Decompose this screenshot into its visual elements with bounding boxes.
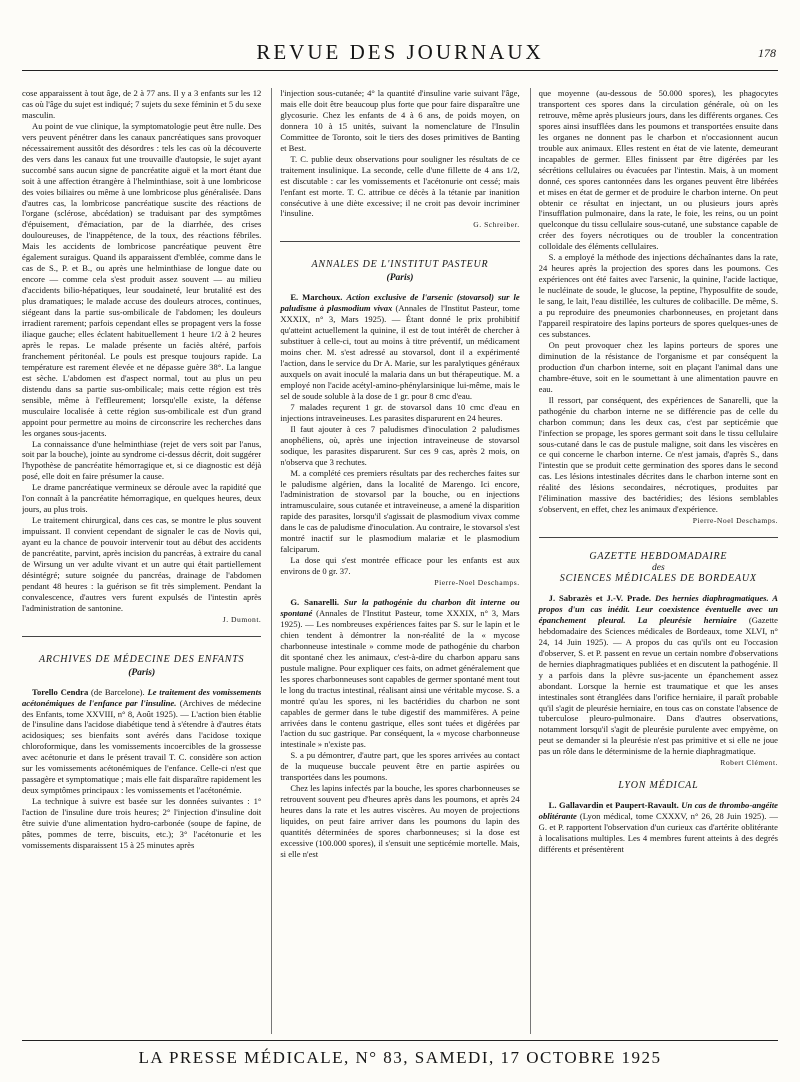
paragraph: M. a complété ces premiers résultats par des recherches faites sur le paludisme algérien, dans la localité de Marengo. Ici encore, l'administration de stovarsol par la bouche, ou en injections intramusculaire, sous cutanée et intraveineuse, a amené la disparition rapide des parasites, lorsqu'il s'agissait de plasmodium vivax comme dans le cas de paludisme d'inoculation. Au contraire, le stovarsol s'est montré inactif sur le plasmodium malariæ et le plasmodium falciparum.: [280, 467, 520, 555]
journal-title: REVUE DES JOURNAUX: [256, 40, 544, 64]
article-text: (Annales de l'Institut Pasteur, tome XXXIX, n° 3, Mars 1925). — Les nombreuses expériences faites par S. sur le lapin et le chien tendent à démontrer la non-réalité de la « mycose charbonneuse intestinale » comme mode de pathogénie du charbon dit spontané chez les animaux, c'est-à-dire du charbon apparu sans pustule maligne. Pour expliquer ces faits, on admet généralement que les spores charbonneuses sont capables de germer spontané ment tout le long du tractus intestinal, réalisant ainsi une véritable mycose. S. a montré qu'au les spores, ni les bactéridies du charbon ne sont capables de germer dans le tube digestif des mammifères. A peine arrivées dans le contenu gastrique, elles sont tuées et digérées par l'action du suc gastrique. Par conséquent, la « mycose charbonneuse intestinale » n'existe pas.: [280, 607, 520, 750]
article-author: G. Sanarelli.: [290, 597, 340, 608]
paragraph: T. C. publie deux observations pour souligner les résultats de ce traitement insulinique. La seconde, celle d'une fillette de 4 ans 1/2, est discutable : car les vomissements et l'acétonurie ont cessé; mais l'enfant est morte. T. C. attribue ce décès à la tétanie par inanition consécutive à une diète excessive; il ne croit pas devoir incriminer l'insuline.: [280, 153, 520, 219]
article-title: Sur la pathogénie du charbon dit interne ou spontané: [280, 597, 520, 618]
paragraph: S. a pu démontrer, d'autre part, que les spores arrivées au contact de la muqueuse buccale peuvent être en partie aspirées ou transportées dans les poumons.: [280, 750, 520, 783]
article-text: (Archives de médecine des Enfants, tome XXVIII, n° 8, Août 1925). — L'action bien établie de l'insuline dans l'acidose diabétique tend à s'étendre à d'autres états acidosiques; ses bienfaits sont avérés dans l'acidose toxique chloroformique, dans les vomissements incoercibles de la grossesse avec acétonurie et dans le présent travail T. C. considère son action sur les vomissements acétonémiques de l'enfance. Celle-ci n'est que passagère et symptomatique ; mais elle fait disparaître rapidement les deux symptômes principaux : les vomissements et l'acétonémie.: [22, 697, 262, 796]
article-entry: [280, 292, 519, 402]
section-title: ARCHIVES DE MÉDECINE DES ENFANTS: [38, 653, 245, 665]
paragraph: S. a employé la méthode des injections déchaînantes dans la rate, 24 heures après la projection des spores dans les poumons. Ces expériences ont été faites avec l'arsenic, la quinine, l'acide lactique, le nucléinate de soude, le glucose, la peptine, l'hyposulfite de soude, le sang, le lait, l'eau distillée, les cultures de colibacille. De même, S. a pu reproduire des pneumonies charbonneuses, en projetant dans l'appareil respiratoire des lapins porteurs de spores quelques-unes de ces substances.: [538, 252, 778, 339]
section-title: ANNALES DE L'INSTITUT PASTEUR: [311, 259, 489, 271]
paragraph: que moyenne (au-dessous de 50.000 spores), les phagocytes transportent ces spores dans la circulation générale, où on les retrouve, même après plusieurs jours, dans les différents organes. Ces spores ainsi insufflées dans les poumons et transportées ensuite dans les organes ne donnent pas le charbon et n'occasionnent aucun trouble aux animaux. Elles restent en état de vie latente, demeurant incapables de germer. Elles finissent par être digérées par les sécrétions cellulaires ou évacuées par l'intestin. Mais, à un moment donné, ces spores cantonnées dans les organes peuvent être libérées et mises en état de germer et de produire le charbon interne. On peut obtenir ce résultat en injectant, un ou plusieurs jours après l'insufflation pulmonaire, dans la rate, le foie, les reins, ou un point quelconque du tissu cellulaire sous-cutané, une substance capable de créer des foyers nécrotiques ou de troubler la concentration colloïdale des éléments cellulaires.: [538, 88, 778, 252]
paragraph: On peut provoquer chez les lapins porteurs de spores une diminution de la résistance de l'organisme et par conséquent la production d'un charbon interne, soit en plaçant l'animal dans une chambre-étuve, soit en le soumettant à une alimentation pauvre en eau.: [538, 339, 778, 394]
paragraph: La technique à suivre est basée sur les données suivantes : 1° l'action de l'insuline dure trois heures; 2° l'injection d'insuline doit être suivie d'une alimentation hydro-carbonée (soupe de fapine, de pâtes, pommes de terre, biscuits, etc.); 3° l'acétonurie et les vomissements disparaissent 15 à 25 minutes après: [22, 796, 262, 850]
paragraph: Il ressort, par conséquent, des expériences de Sanarelli, que la pathogénie du charbon interne ne se différencie pas de celle du charbon commun; dans les deux cas, c'est par septicémie que l'infection se propage, les spores germant soit dans le tissu cellulaire sous-cutané dans le cas de pustule maligne, soit dans les viscères en ce qui concerne le charbon interne. Ce n'est jamais, d'après S., dans l'intestin que se produit cette germination des spores dans le second cas. Les lésions intestinales décrites dans le charbon interne sont en réalité des lésions secondaires, nécrotiques, produites par l'élimination massive des bactéridies; des lésions semblables s'observent, en effet, chez les animaux d'expérience.: [538, 394, 778, 515]
paragraph: Chez les lapins infectés par la bouche, les spores charbonneuses se retrouvent souvent peu d'heures après dans les poumons, et après 24 heures dans la rate et les autres viscères. Au moyen de projections liquides, on peut faire arriver dans les poumons du lapin des quantités déterminées de spores charbonneuses; si la dose est excessive (100.000 spores), il s'ensuit une septicémie mortelle. Mais, si elle n'est: [280, 783, 520, 859]
article-author: L. Gallavardin et Paupert-Ravault.: [548, 800, 679, 811]
article-title: Le traitement des vomissements acétonémiques de l'enfance par l'insuline.: [22, 686, 262, 708]
paragraph: Au point de vue clinique, la symptomatologie peut être nulle. Des vers peuvent pénétrer dans les canaux pancréatiques sans provoquer nécessairement aussitôt des désordres : tels les cas où la découverte des vers dans les canaux fut une trouvaille d'autopsie, le sujet ayant succombé sans aucun signe de pancréatite aiguë et la mort étant due soit à une affection étrangère à l'helminthiase, soit à une lombricose des voies biliaires ou même à une lombricose plus généralisée. Dans d'autres cas, la lombricose pancréatique suscite des réactions de l'organe (sclérose, abcédation) se traduisant par des symptômes d'épuisement, d'émaciation, par de la diarrhée, des crises douloureuses, de l'inappétence, de la toux, des réactions fébriles. Mais les accidents de lombricose pancréatique peuvent être également suraigus. Quand ils apparaissent d'emblée, comme dans le cas de S., P. et B., ou après une helminthiase de longue date ou encore — comme cela s'est produit assez souvent — au milieu d'accidents bilio-hépatiques, leur soudaineté, leur brutalité est des plus dramatiques; le malade accuse des douleurs atroces, continues, siégeant dans la partie sus-ombilicale de l'abdomen; les douleurs irradient rarement; parfois cependant elles se propagent vers la fosse iliaque gauche; elles éclatent habituellement 1 heure 1/2 à 2 heures après le repas. Le malade présente un faciès altéré, parfois franchement péritonéal. Le pouls est presque toujours rapide. La température est rarement élevée et ne dépasse guère 38°. La langue est sèche. L'abdomen est d'aspect normal, tout au plus un peu distendu dans sa partie sus-ombilicale; mais cette région est très sensible, même à l'effleurement; lorsqu'elle existe, la défense musculaire localisée à cette région sus-ombilicale est d'un grand appoint pour permettre au moins de circonscrire les recherches dans les organes sous-jacents.: [22, 120, 262, 438]
column-3: [530, 88, 778, 1034]
paragraph: Le drame pancréatique vermineux se déroule avec la rapidité que l'on connaît à la pancréatite hémorragique, en quelques heures, deux jours, au plus trois.: [22, 482, 262, 515]
author-signature: G. Schreiber.: [473, 220, 520, 230]
article-text: (Annales de l'Institut Pasteur, tome XXXIX, n° 3, Mars 1925). — Étant donné le prix prohibitif qu'atteint actuellement la quinine, il est de tout intérêt de chercher à substituer à celle-ci, tout au moins à titre préventif, un médicament moins cher. M. s'est adressé au stovarsol, dont il a expérimenté l'action, dans le service du Dr A. Marie, sur les paralytiques généraux auxquels on avait inoculé la malaria dans un but thérapeutique. M. a employé non l'acide acétyl-amino-phénylarsinique lui-même, mais le sel de soude soluble à la dose de 1 gr. pour 8 cmc d'eau.: [280, 303, 520, 401]
article-text: (Gazette hebdomadaire des Sciences médicales de Bordeaux, tome XLVI, n° 24, 14 Juin 1925). — A propos du cas qu'ils ont eu l'occasion d'observer, S. et P. passent en revue un certain nombre d'observations de hernies diaphragmatiques publiées et en discutent la pathogénie. Il y a parfois dans la plèvre sus-jacente un épanchement assez abondant. Lorsque la hernie est traumatique et que les anses intestinales sont étranglées dans l'orifice herniaire, il paraît probable qu'il s'agit de pleurésie herniaire, en tous cas on constate l'absence de tuberculose pleuro-pulmonaire. Dans d'autres observations, notamment lorsqu'il s'agit de pleurésie purulente avec empyème, on peut se demander si la pleurésie n'est pas primitive et si elle ne joue pas un rôle dans le déterminisme de la hernie diaphragmatique.: [538, 614, 778, 757]
paragraph: Le traitement chirurgical, dans ces cas, se montre le plus souvent impuissant. Il convient cependant de signaler le cas de Novis qui, ayant eu la chance de pouvoir intervenir tout au début des accidents de pancréatite, parvint, après incision du pancréas, à extraire du canal de Wirsung un ver adulte vivant et un autre qui était partiellement désintégré; suture soignée du pancréas, drainage de l'abdomen pendant 48 heures : la guérison se fit très simplement. Pendant la convalescence, d'autres vers furent expulsés de l'intestin après l'administration de santonine.: [22, 515, 262, 613]
page-footer: [22, 1040, 778, 1071]
author-signature: Pierre-Noel Deschamps.: [692, 516, 778, 526]
paragraph: cose apparaissent à tout âge, de 2 à 77 ans. Il y a 3 enfants sur les 12 cas où l'âge du sujet est indiqué; 7 sujets du sexe féminin et 5 du sexe masculin.: [22, 88, 262, 120]
section-location: (Paris): [128, 667, 156, 678]
article-title: Un cas de thrombo-angéite oblitérante: [538, 800, 778, 822]
article-author: Torello Cendra: [32, 686, 89, 697]
section-divider: [539, 537, 778, 538]
article-text: (Lyon médical, tome CXXXV, n° 26, 28 Juin 1925). — G. et P. rapportent l'observation d'un curieux cas d'artérite oblitérante à localisations multiples. Les 4 membres furent atteints à des degrés différents et présentèrent: [538, 811, 778, 854]
column-2: [271, 88, 519, 1034]
author-signature: Robert Clément.: [720, 758, 778, 768]
article-entry: [280, 597, 519, 750]
paragraph: 7 malades reçurent 1 gr. de stovarsol dans 10 cmc d'eau en injections intraveineuses. Les parasites disparurent en 24 heures.: [280, 401, 520, 423]
section-divider: [22, 636, 261, 637]
author-note: (de Barcelone).: [88, 686, 148, 697]
section-connector: des: [651, 563, 665, 574]
page-number: 178: [758, 46, 776, 60]
article-entry: [539, 593, 778, 757]
article-title: Action exclusive de l'arsenic (stovarsol) sur le paludisme à plasmodium vivax: [280, 292, 520, 314]
article-entry: [22, 687, 261, 797]
issue-line: LA PRESSE MÉDICALE, N° 83, SAMEDI, 17 OCTOBRE 1925: [138, 1048, 662, 1067]
author-signature: J. Dumont.: [222, 614, 262, 624]
paragraph: Il faut ajouter à ces 7 paludismes d'inoculation 2 paludismes anophéliens, où, après une injection intraveineuse de stovarsol sodique, les parasites disparurent. Sur ces 9 cas, après 2 mois, on n'observa que 3 rechutes.: [280, 423, 520, 467]
article-author: J. Sabrazès et J.-V. Prade.: [548, 592, 652, 603]
section-title: LYON MÉDICAL: [618, 780, 699, 792]
paragraph: La connaissance d'une helminthiase (rejet de vers soit par l'anus, soit par la bouche), jointe au syndrome ci-dessus décrit, doit suggérer l'hypothèse de pancréatite hémorragique et, si ce diagnostic est déjà posé, elle doit en faire présumer la cause.: [22, 438, 262, 482]
article-title: Des hernies diaphragmatiques. A propos d'un cas inédit. Leur coexistence éventuelle avec un épanchement pleural. La pleurésie herniaire: [538, 592, 778, 625]
section-location: (Paris): [386, 273, 414, 284]
text-columns: [22, 88, 778, 1034]
page-header: [22, 36, 778, 71]
section-title: GAZETTE HEBDOMADAIRE: [589, 551, 728, 563]
author-signature: Pierre-Noel Deschamps.: [434, 578, 520, 588]
article-entry: [539, 800, 778, 855]
paragraph: l'injection sous-cutanée; 4° la quantité d'insuline varie suivant l'âge, mais elle doit être beaucoup plus forte que pour faire disparaître une glycosurie. Chez les enfants de 4 à 6 ans, de poids moyen, on donnera 10 à 15 unités, suivant la nomenclature de l'Insulin Committee de Toronto, soit le tiers des doses primitives de Banting et Best.: [280, 88, 520, 153]
section-divider: [280, 241, 519, 242]
column-1: [22, 88, 261, 1034]
article-author: E. Marchoux.: [290, 292, 343, 303]
paragraph: La dose qui s'est montrée efficace pour les enfants est aux environs de 0 gr. 37.: [280, 555, 520, 577]
section-title: SCIENCES MÉDICALES DE BORDEAUX: [559, 573, 757, 585]
